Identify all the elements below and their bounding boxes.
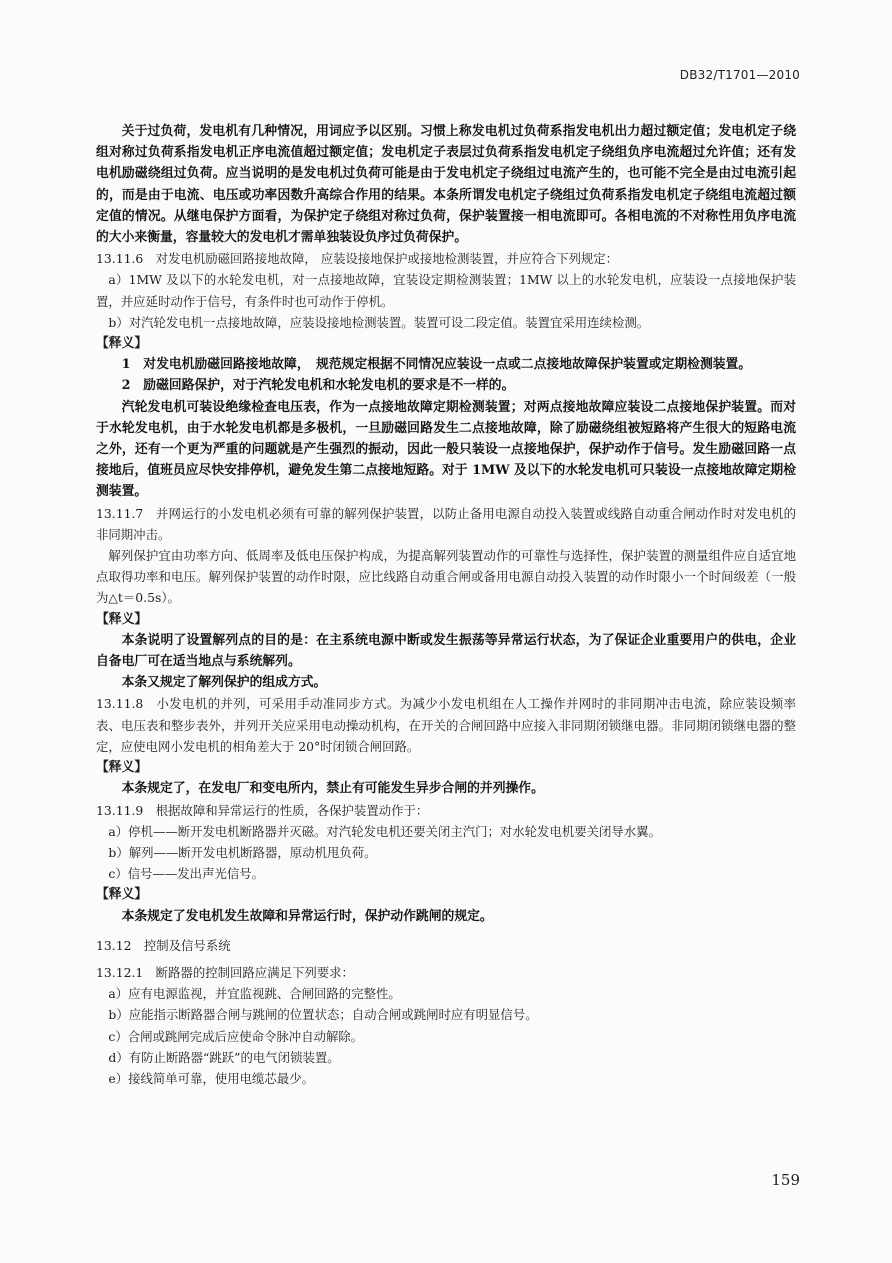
interpretation-paragraph: 本条又规定了解列保护的组成方式。 xyxy=(121,675,327,691)
standard-code-header: DB32/T1701—2010 xyxy=(679,68,800,82)
interpretation-paragraph: 汽轮发电机可装设绝缘检查电压表，作为一点接地故障定期检测装置；对两点接地故障应装设二点接地保护装置。而对于水轮发电机，由于水轮发电机都是多极机，一旦励磁回路发生二点接地故障，除了励磁绕组被短路将产生很大的短路电流之外，还有一个更为严重的问题就是产生强烈的振动，因此一般只装设一点接地保护，保护动作于信号。发生励磁回路一点接地后，值班员应尽快安排停机，避免发生第二点接地短路。对于 1MW 及以下的水轮发电机可只装设一点接地故障定期检测装置。 xyxy=(96,399,796,500)
clause-paragraph: 解列保护宜由功率方向、低周率及低电压保护构成，为提高解列装置动作的可靠性与选择性，保护装置的测量组件应自适宜地点取得功率和电压。解列保护装置的动作时限，应比线路自动重合闸或备用电源自动投入装置的动作时限小一个时间级差（一般为△t＝0.5s）。 xyxy=(96,548,796,606)
page-number: 159 xyxy=(771,1171,800,1189)
interpretation-tag: 【释义】 xyxy=(96,611,148,627)
interpretation-tag: 【释义】 xyxy=(96,887,148,903)
clause-paragraph: c）合闸或跳闸完成后应使命令脉冲自动解除。 xyxy=(108,1028,364,1044)
interpretation-tag: 【释义】 xyxy=(96,336,148,352)
clause-paragraph: b）应能指示断路器合闸与跳闸的位置状态；自动合闸或跳闸时应有明显信号。 xyxy=(108,1007,538,1023)
clause-paragraph: 13.11.8 小发电机的并列，可采用手动准同步方式。为减少小发电机组在人工操作并网时的非同期冲击电流，除应装设频率表、电压表和整步表外，并列开关应采用电动操动机构，在开关的合闸回路中应接入非同期闭锁继电器。非同期闭锁继电器的整定，应使电网小发电机的相角差大于 20°时闭锁合闸回路。 xyxy=(96,696,796,754)
clause-paragraph: b）对汽轮发电机一点接地故障，应装设接地检测装置。装置可设二段定值。装置宜采用连续检测。 xyxy=(108,314,650,330)
clause-paragraph: 13.11.7 并网运行的小发电机必须有可靠的解列保护装置，以防止备用电源自动投入装置或线路自动重合闸动作时对发电机的非同期冲击。 xyxy=(96,505,796,542)
interpretation-tag: 【释义】 xyxy=(96,760,148,776)
interpretation-paragraph: 本条规定了，在发电厂和变电所内，禁止有可能发生异步合闸的并列操作。 xyxy=(121,781,544,797)
clause-paragraph: 13.11.9 根据故障和异常运行的性质，各保护装置动作于： xyxy=(96,802,429,818)
clause-paragraph: c）信号——发出声光信号。 xyxy=(108,866,265,882)
clause-paragraph: d）有防止断路器“跳跃”的电气闭锁装置。 xyxy=(108,1049,340,1065)
clause-paragraph: a）应有电源监视，并宜监视跳、合闸回路的完整性。 xyxy=(108,986,401,1002)
interpretation-paragraph: 本条说明了设置解列点的目的是：在主系统电源中断或发生振荡等异常运行状态，为了保证企业重要用户的供电，企业自备电厂可在适当地点与系统解列。 xyxy=(96,632,796,670)
document-body xyxy=(96,121,796,1089)
clause-paragraph: e）接线简单可靠，使用电缆芯最少。 xyxy=(108,1070,314,1086)
clause-paragraph: b）解列——断开发电机断路器，原动机甩负荷。 xyxy=(108,844,377,860)
clause-paragraph: 13.11.6 对发电机励磁回路接地故障， 应装设接地保护或接地检测装置，并应符合下列规定： xyxy=(96,251,619,267)
clause-paragraph: 13.12 控制及信号系统 xyxy=(96,937,231,953)
interpretation-paragraph: 1 对发电机励磁回路接地故障， 规范规定根据不同情况应装设一点或二点接地故障保护装置或定期检测装置。 xyxy=(121,357,752,373)
interpretation-paragraph: 本条规定了发电机发生故障和异常运行时，保护动作跳闸的规定。 xyxy=(121,908,493,924)
clause-paragraph: a）1MW 及以下的水轮发电机，对一点接地故障，宜装设定期检测装置；1MW 以上的水轮发电机，应装设一点接地保护装置，并应延时动作于信号，有条件时也可动作于停机。 xyxy=(96,272,796,309)
interpretation-paragraph: 2 励磁回路保护，对于汽轮发电机和水轮发电机的要求是不一样的。 xyxy=(121,378,515,394)
clause-paragraph: a）停机——断开发电机断路器并灭磁。对汽轮发电机还要关闭主汽门；对水轮发电机要关闭导水翼。 xyxy=(108,823,661,839)
interpretation-paragraph: 关于过负荷，发电机有几种情况，用词应予以区别。习惯上称发电机过负荷系指发电机出力超过额定值；发电机定子绕组对称过负荷系指发电机正序电流值超过额定值；发电机定子表层过负荷系指发电机定子绕组负序电流超过允许值；还有发电机励磁绕组过负荷。应当说明的是发电机过负荷可能是由于发电机定子绕组过电流产生的，也可能不完全是由过电流引起的，而是由于电流、电压或功率因数升高综合作用的结果。本条所谓发电机定子绕组过负荷系指发电机定子绕组电流超过额定值的情况。从继电保护方面看，为保护定子绕组对称过负荷，保护装置接一相电流即可。各相电流的不对称性用负序电流的大小来衡量，容量较大的发电机才需单独装设负序过负荷保护。 xyxy=(96,124,796,246)
clause-paragraph: 13.12.1 断路器的控制回路应满足下列要求： xyxy=(96,964,354,980)
